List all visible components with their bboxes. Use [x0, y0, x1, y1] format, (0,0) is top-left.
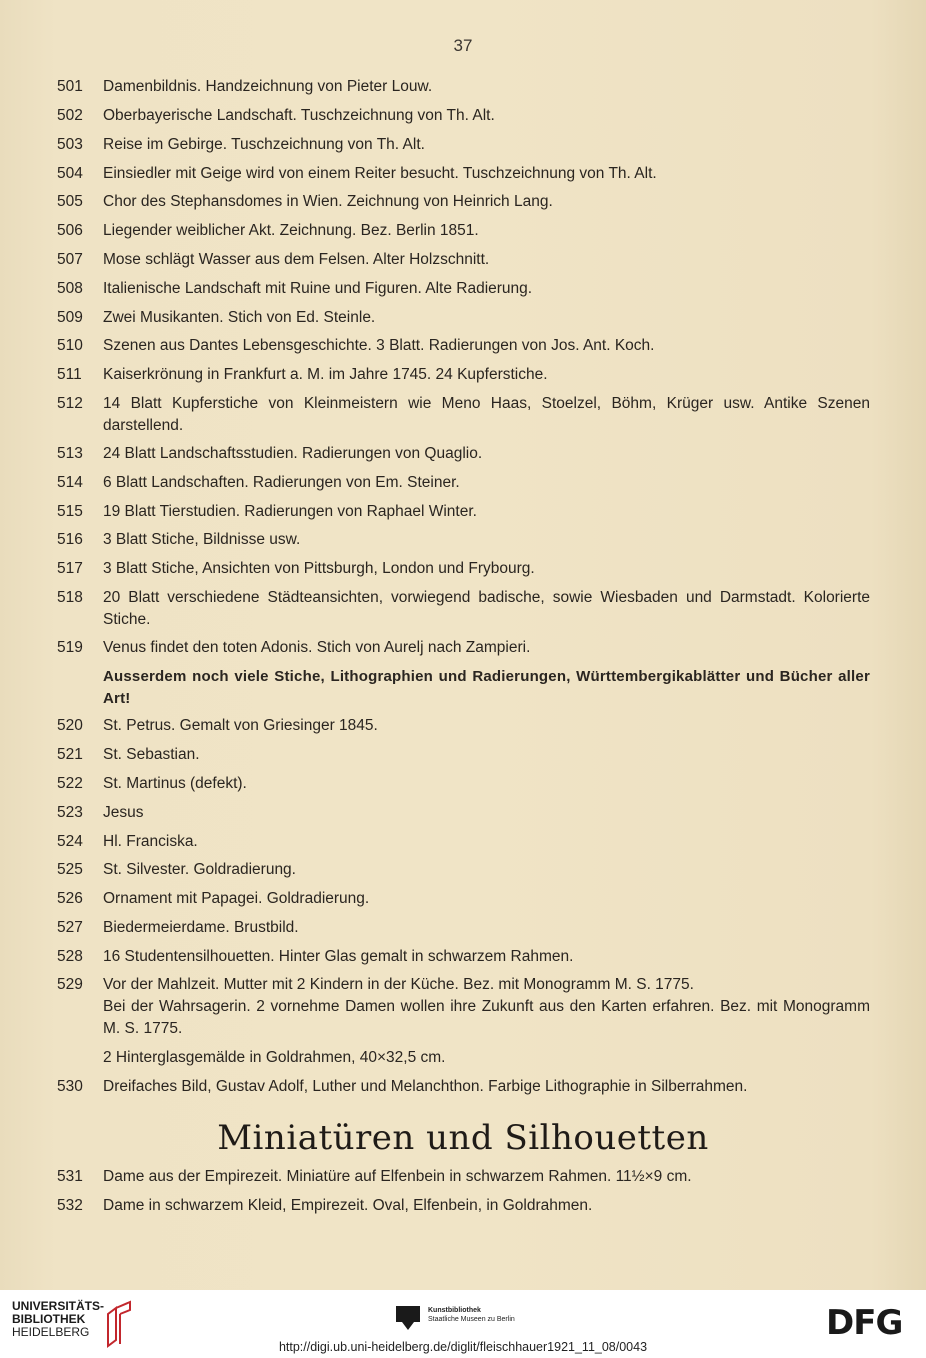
entry-number: 501: [57, 78, 83, 95]
entry-text: Dame in schwarzem Kleid, Empirezeit. Oval, Elfenbein, in Goldrahmen.: [103, 1197, 593, 1214]
entry-number: 516: [57, 531, 83, 548]
entry-text: 2 Hinterglasgemälde in Goldrahmen, 40×32,5 cm.: [103, 1049, 446, 1066]
entry-number: 512: [57, 395, 83, 412]
library-line1: UNIVERSITÄTS-: [12, 1299, 105, 1313]
kunstbibliothek-logo: [396, 1304, 556, 1332]
entry-text: Jesus: [103, 804, 144, 821]
source-url[interactable]: http://digi.ub.uni-heidelberg.de/diglit/fleischhauer1921_11_08/0043: [278, 1340, 648, 1354]
entry-number: 515: [57, 503, 83, 520]
entry-number: 506: [57, 222, 83, 239]
entry-text: St. Martinus (defekt).: [103, 775, 247, 792]
entry-text: Damenbildnis. Handzeichnung von Pieter Louw.: [103, 78, 433, 95]
entry-text: Chor des Stephansdomes in Wien. Zeichnung von Heinrich Lang.: [103, 193, 553, 210]
entry-number: 526: [57, 890, 83, 907]
entry-text: St. Sebastian.: [103, 746, 200, 763]
entry-number: 529: [57, 976, 83, 993]
entry-number: 521: [57, 746, 83, 763]
entry-text: Italienische Landschaft mit Ruine und Figuren. Alte Radierung.: [103, 280, 533, 297]
library-line3: HEIDELBERG: [12, 1325, 90, 1339]
entry-number: 508: [57, 280, 83, 297]
entry-text: 6 Blatt Landschaften. Radierungen von Em. Steiner.: [103, 474, 460, 491]
entry-text: 3 Blatt Stiche, Ansichten von Pittsburgh, London und Frybourg.: [103, 560, 535, 577]
entry-number: 514: [57, 474, 83, 491]
entry-number: 524: [57, 833, 83, 850]
entry-number: 525: [57, 861, 83, 878]
entry-number: 530: [57, 1078, 83, 1095]
entry-number: 519: [57, 639, 83, 656]
entry-text: 24 Blatt Landschaftsstudien. Radierungen von Quaglio.: [103, 445, 483, 462]
digitization-footer: [0, 1290, 926, 1358]
entry-number: 518: [57, 589, 83, 606]
entry-text: Szenen aus Dantes Lebensgeschichte. 3 Blatt. Radierungen von Jos. Ant. Koch.: [103, 337, 655, 354]
entry-text: Hl. Franciska.: [103, 833, 198, 850]
entry-text: Dreifaches Bild, Gustav Adolf, Luther und Melanchthon. Farbige Lithographie in Silberrahmen.: [103, 1078, 748, 1095]
entry-number: 503: [57, 136, 83, 153]
entry-text: 14 Blatt Kupferstiche von Kleinmeistern wie Meno Haas, Stoelzel, Böhm, Krüger usw. Antike Szenen darstellend.: [103, 395, 870, 434]
kunstbibliothek-text: [428, 1306, 515, 1324]
entry-number: 523: [57, 804, 83, 821]
entry-text: Zwei Musikanten. Stich von Ed. Steinle.: [103, 309, 376, 326]
entry-text: Mose schlägt Wasser aus dem Felsen. Alter Holzschnitt.: [103, 251, 490, 268]
entry-number: 504: [57, 165, 83, 182]
entry-number: 531: [57, 1168, 83, 1185]
entry-text: Reise im Gebirge. Tuschzeichnung von Th. Alt.: [103, 136, 425, 153]
page-number: 37: [453, 36, 473, 55]
entry-text: 19 Blatt Tierstudien. Radierungen von Raphael Winter.: [103, 503, 477, 520]
entry-number: 527: [57, 919, 83, 936]
entry-number: 517: [57, 560, 83, 577]
entry-number: 510: [57, 337, 83, 354]
entry-text: 16 Studentensilhouetten. Hinter Glas gemalt in schwarzem Rahmen.: [103, 948, 574, 965]
section-heading: Miniatüren und Silhouetten: [217, 1118, 709, 1158]
entry-text: Ornament mit Papagei. Goldradierung.: [103, 890, 370, 907]
dfg-logo: DFG: [826, 1303, 903, 1343]
entry-number: 513: [57, 445, 83, 462]
entry-text: Kaiserkrönung in Frankfurt a. M. im Jahre 1745. 24 Kupferstiche.: [103, 366, 548, 383]
library-line2: BIBLIOTHEK: [12, 1312, 86, 1326]
entry-number: 532: [57, 1197, 83, 1214]
entry-number: 507: [57, 251, 83, 268]
university-library-name: [12, 1300, 104, 1339]
entry-number: 520: [57, 717, 83, 734]
entry-text: Oberbayerische Landschaft. Tuschzeichnung von Th. Alt.: [103, 107, 495, 124]
kb-line2: Staatliche Museen zu Berlin: [428, 1316, 515, 1323]
entry-text: 20 Blatt verschiedene Städteansichten, vorwiegend badische, sowie Wiesbaden und Darmstadt. Kolorierte Stiche.: [103, 589, 870, 628]
entry-text: 3 Blatt Stiche, Bildnisse usw.: [103, 531, 301, 548]
entry-text: Einsiedler mit Geige wird von einem Reiter besucht. Tuschzeichnung von Th. Alt.: [103, 165, 657, 182]
entry-text: Venus findet den toten Adonis. Stich von Aurelj nach Zampieri.: [103, 639, 531, 656]
entry-number: 509: [57, 309, 83, 326]
entry-text: Dame aus der Empirezeit. Miniatüre auf Elfenbein in schwarzem Rahmen. 11½×9 cm.: [103, 1168, 692, 1185]
entry-text: Liegender weiblicher Akt. Zeichnung. Bez. Berlin 1851.: [103, 222, 479, 239]
additional-items-note: Ausserdem noch viele Stiche, Lithographien und Radierungen, Württembergikablätter und Bücher aller Art!: [103, 668, 870, 707]
entry-text: Bei der Wahrsagerin. 2 vornehme Damen wollen ihre Zukunft aus den Karten erfahren. Bez. mit Monogramm M. S. 1775.: [103, 998, 870, 1037]
entry-number: 511: [57, 366, 82, 383]
entry-number: 505: [57, 193, 83, 210]
entry-number: 522: [57, 775, 83, 792]
entry-number: 528: [57, 948, 83, 965]
entry-text: St. Silvester. Goldradierung.: [103, 861, 296, 878]
entry-text: St. Petrus. Gemalt von Griesinger 1845.: [103, 717, 378, 734]
kb-line1: Kunstbibliothek: [428, 1307, 481, 1314]
entry-text: Vor der Mahlzeit. Mutter mit 2 Kindern in der Küche. Bez. mit Monogramm M. S. 1775.: [103, 976, 694, 993]
entry-text: Biedermeierdame. Brustbild.: [103, 919, 299, 936]
entry-number: 502: [57, 107, 83, 124]
kunstbibliothek-mark-icon: [396, 1306, 420, 1330]
